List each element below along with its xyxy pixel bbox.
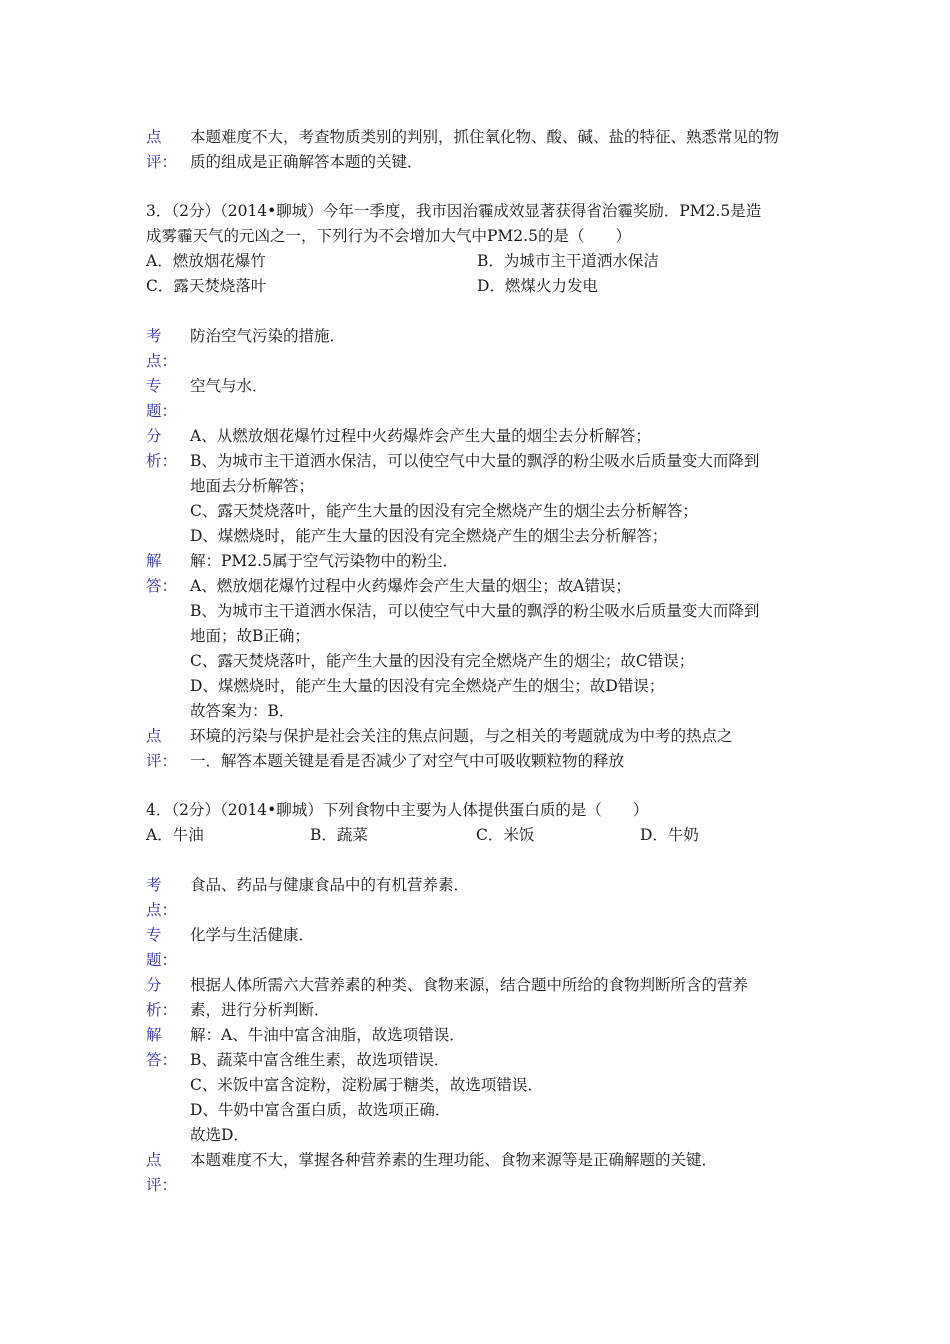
question-4-stem: 4．（2分）（2014•聊城）下列食物中主要为人体提供蛋白质的是（ ） [146, 801, 649, 819]
label-jieda-char2: 答： [146, 1051, 178, 1069]
analysis-line: B、为城市主干道洒水保洁，可以使空气中大量的飘浮的粉尘吸水后质量变大而降到 [190, 452, 760, 470]
label-dianping-char2: 评： [146, 153, 178, 171]
option-a: A．燃放烟花爆竹 [146, 252, 266, 270]
label-zhuanti-char2: 题： [146, 951, 178, 969]
zhuanti-text: 化学与生活健康． [190, 926, 315, 944]
option-c: C．米饭 [476, 826, 535, 844]
label-jieda-char1: 解 [146, 1026, 162, 1044]
analysis-line: 根据人体所需六大营养素的种类、食物来源，结合题中所给的食物判断所含的营养 [190, 976, 749, 994]
comment-line: 质的组成是正确解答本题的关键． [190, 153, 423, 171]
label-dianping-char1: 点 [146, 1151, 162, 1169]
answer-line: D、煤燃烧时，能产生大量的因没有完全燃烧产生的烟尘；故D错误； [190, 677, 665, 695]
question-3-stem-line1: 3．（2分）（2014•聊城）今年一季度，我市因治霾成效显著获得省治霾奖励．PM2.5是造 [146, 202, 762, 220]
label-dianping-char1: 点 [146, 727, 162, 745]
option-d: D．牛奶 [640, 826, 699, 844]
question-3-stem-line2: 成雾霾天气的元凶之一，下列行为不会增加大气中PM2.5的是（ ） [146, 227, 631, 245]
answer-line: 故选D． [190, 1126, 249, 1144]
label-zhuanti-char1: 专 [146, 926, 162, 944]
comment-line: 环境的污染与保护是社会关注的焦点问题，与之相关的考题就成为中考的热点之 [190, 727, 733, 745]
option-a: A．牛油 [146, 826, 204, 844]
analysis-line: A、从燃放烟花爆竹过程中火药爆炸会产生大量的烟尘去分析解答； [190, 427, 651, 445]
comment-line: 一．解答本题关键是看是否减少了对空气中可吸收颗粒物的释放 [190, 752, 625, 770]
answer-line: C、米饭中富含淀粉，淀粉属于糖类，故选项错误． [190, 1076, 543, 1094]
label-kaodian-char2: 点： [146, 901, 178, 919]
analysis-line: C、露天焚烧落叶，能产生大量的因没有完全燃烧产生的烟尘去分析解答； [190, 502, 698, 520]
label-fenxi-char1: 分 [146, 976, 162, 994]
label-fenxi-char1: 分 [146, 427, 162, 445]
label-fenxi-char2: 析： [146, 452, 178, 470]
option-b: B．为城市主干道洒水保洁 [477, 252, 659, 270]
answer-line: 解：A、牛油中富含油脂，故选项错误． [190, 1026, 465, 1044]
comment-line: 本题难度不大，考查物质类别的判别，抓住氧化物、酸、碱、盐的特征、熟悉常见的物 [190, 128, 780, 146]
label-zhuanti-char1: 专 [146, 377, 162, 395]
option-c: C．露天焚烧落叶 [146, 277, 267, 295]
label-zhuanti-char2: 题： [146, 402, 178, 420]
answer-line: D、牛奶中富含蛋白质，故选项正确． [190, 1101, 451, 1119]
analysis-line: 素，进行分析判断． [190, 1001, 330, 1019]
analysis-line: D、煤燃烧时，能产生大量的因没有完全燃烧产生的烟尘去分析解答； [190, 527, 668, 545]
kaodian-text: 防治空气污染的措施． [190, 327, 346, 345]
answer-line: 故答案为：B． [190, 702, 295, 720]
label-kaodian-char1: 考 [146, 327, 162, 345]
kaodian-text: 食品、药品与健康食品中的有机营养素． [190, 876, 470, 894]
label-dianping-char1: 点 [146, 128, 162, 146]
option-b: B．蔬菜 [310, 826, 368, 844]
label-dianping-char2: 评： [146, 752, 178, 770]
label-kaodian-char2: 点： [146, 352, 178, 370]
comment-line: 本题难度不大，掌握各种营养素的生理功能、食物来源等是正确解题的关键． [190, 1151, 718, 1169]
analysis-line: 地面去分析解答； [190, 477, 315, 495]
answer-line: C、露天焚烧落叶，能产生大量的因没有完全燃烧产生的烟尘；故C错误； [190, 652, 695, 670]
label-dianping-char2: 评： [146, 1176, 178, 1194]
answer-line: B、为城市主干道洒水保洁，可以使空气中大量的飘浮的粉尘吸水后质量变大而降到 [190, 602, 760, 620]
label-jieda-char1: 解 [146, 552, 162, 570]
label-jieda-char2: 答： [146, 577, 178, 595]
label-fenxi-char2: 析： [146, 1001, 178, 1019]
label-kaodian-char1: 考 [146, 876, 162, 894]
option-d: D．燃煤火力发电 [477, 277, 598, 295]
answer-line: A、燃放烟花爆竹过程中火药爆炸会产生大量的烟尘；故A错误； [190, 577, 631, 595]
answer-line: B、蔬菜中富含维生素，故选项错误． [190, 1051, 450, 1069]
zhuanti-text: 空气与水． [190, 377, 268, 395]
answer-line: 地面；故B正确； [190, 627, 310, 645]
answer-line: 解：PM2.5属于空气污染物中的粉尘． [190, 552, 458, 570]
